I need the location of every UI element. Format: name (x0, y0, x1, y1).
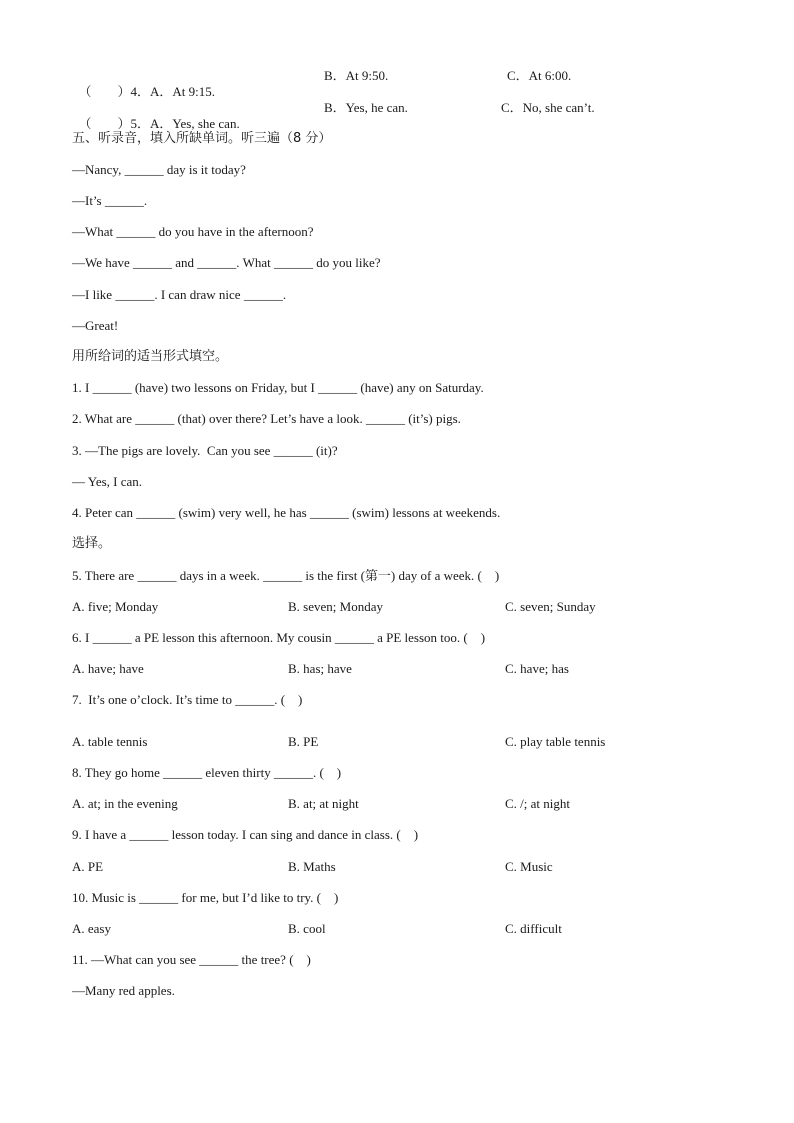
option-a: A. table tennis (72, 734, 148, 749)
question-line: 2. What are ______ (that) over there? Let’s have a look. ______ (it’s) pigs. (72, 411, 461, 426)
choice-question: 9. I have a ______ lesson today. I can sing and dance in class. ( ) (72, 827, 419, 842)
option-b: B. cool (288, 921, 326, 936)
choice-question: 10. Music is ______ for me, but I’d like to try. ( ) (72, 890, 339, 905)
answer-line: —Many red apples. (72, 983, 175, 998)
dialogue-line: —Great! (72, 318, 119, 333)
question-number: 5． (130, 116, 151, 131)
answer-bracket: （ ） (78, 116, 131, 131)
dialogue-line: —Nancy, ______ day is it today? (72, 162, 246, 177)
section-heading: 选择。 (72, 536, 112, 551)
option-b: B. seven; Monday (288, 599, 383, 614)
option-c: C．At 6:00. (507, 68, 572, 83)
listening-question-4 (72, 68, 215, 100)
option-b: B. Maths (288, 859, 336, 874)
section-heading: 五、听录音，填入所缺单词。听三遍（8 分） (72, 131, 332, 146)
option-c: C. Music (505, 859, 553, 874)
dialogue-line: —I like ______. I can draw nice ______. (72, 287, 287, 302)
option-a: A．At 9:15. (150, 84, 216, 99)
listening-question-5 (72, 100, 240, 132)
choice-question: 11. —What can you see ______ the tree? ( ) (72, 952, 311, 967)
section-heading: 用所给词的适当形式填空。 (72, 349, 229, 364)
choice-question: 8. They go home ______ eleven thirty ______. ( ) (72, 765, 342, 780)
question-line: 4. Peter can ______ (swim) very well, he has ______ (swim) lessons at weekends. (72, 505, 501, 520)
option-b: B. at; at night (288, 796, 359, 811)
option-c: C. play table tennis (505, 734, 606, 749)
option-a: A. PE (72, 859, 104, 874)
option-c: C．No, she can’t. (501, 100, 595, 115)
choice-question: 6. I ______ a PE lesson this afternoon. My cousin ______ a PE lesson too. ( ) (72, 630, 486, 645)
choice-question: 7. It’s one o’clock. It’s time to ______. ( ) (72, 692, 303, 707)
option-c: C. seven; Sunday (505, 599, 596, 614)
option-b: B．Yes, he can. (324, 100, 408, 115)
option-b: B. PE (288, 734, 319, 749)
option-b: B．At 9:50. (324, 68, 389, 83)
choice-question: 5. There are ______ days in a week. ______ is the first (第一) day of a week. ( ) (72, 568, 500, 583)
option-a: A. have; have (72, 661, 144, 676)
question-line: — Yes, I can. (72, 474, 143, 489)
option-a: A．Yes, she can. (150, 116, 240, 131)
question-line: 1. I ______ (have) two lessons on Friday, but I ______ (have) any on Saturday. (72, 380, 484, 395)
option-b: B. has; have (288, 661, 352, 676)
option-a: A. easy (72, 921, 111, 936)
dialogue-line: —What ______ do you have in the afternoon? (72, 224, 314, 239)
option-a: A. five; Monday (72, 599, 159, 614)
question-number: 4． (130, 84, 151, 99)
option-c: C. have; has (505, 661, 569, 676)
option-c: C. /; at night (505, 796, 570, 811)
dialogue-line: —It’s ______. (72, 193, 148, 208)
option-a: A. at; in the evening (72, 796, 178, 811)
answer-bracket: （ ） (78, 84, 131, 99)
dialogue-line: —We have ______ and ______. What ______ do you like? (72, 255, 381, 270)
option-c: C. difficult (505, 921, 562, 936)
question-line: 3. —The pigs are lovely. Can you see ______ (it)? (72, 443, 338, 458)
